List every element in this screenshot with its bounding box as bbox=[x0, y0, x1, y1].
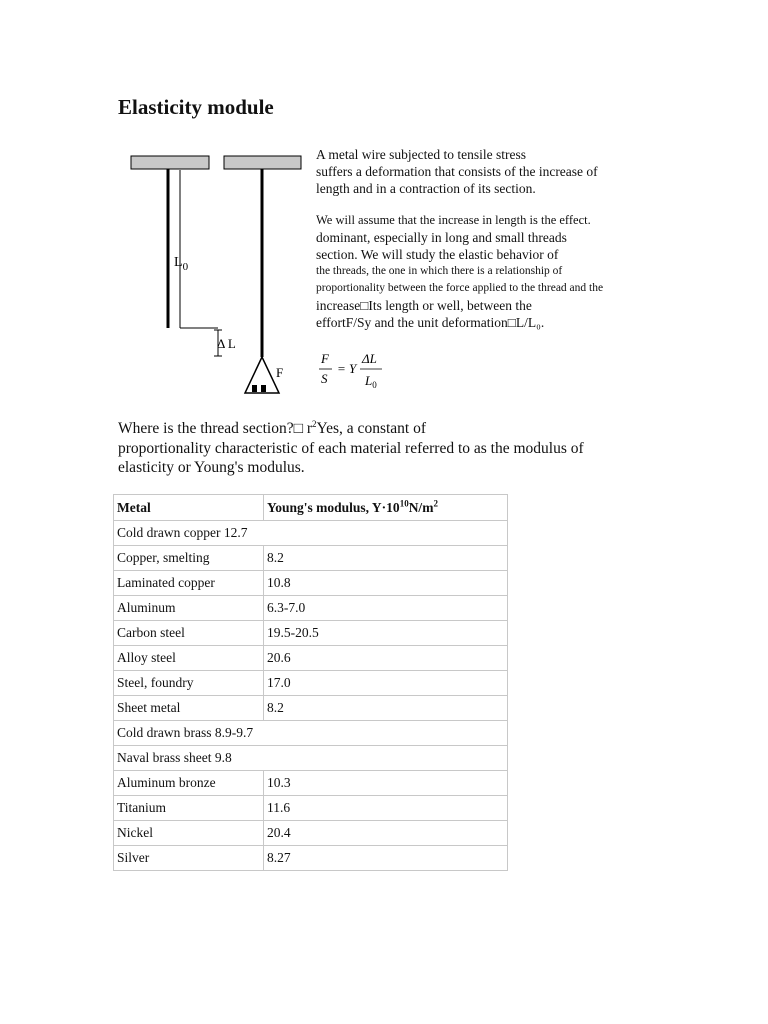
header-metal: Metal bbox=[114, 495, 264, 521]
metal-cell: Carbon steel bbox=[114, 621, 264, 646]
metal-cell: Titanium bbox=[114, 796, 264, 821]
intro-line: A metal wire subjected to tensile stress bbox=[316, 147, 526, 162]
assume-line: We will assume that the increase in length is the effect. bbox=[316, 213, 591, 227]
modulus-cell: 20.4 bbox=[264, 821, 508, 846]
table-row bbox=[114, 671, 508, 696]
metal-cell: Aluminum bronze bbox=[114, 771, 264, 796]
assume-line: section. We will study the elastic behavior of bbox=[316, 247, 559, 262]
length-label-main: L bbox=[174, 255, 183, 270]
body-line-3: elasticity or Young's modulus. bbox=[118, 459, 305, 476]
modulus-cell: 8.2 bbox=[264, 546, 508, 571]
metal-cell: Laminated copper bbox=[114, 571, 264, 596]
assume-line: increase□Its length or well, between the bbox=[316, 298, 532, 313]
table-row bbox=[114, 721, 508, 746]
modulus-cell: 11.6 bbox=[264, 796, 508, 821]
modulus-cell: 17.0 bbox=[264, 671, 508, 696]
metal-cell: Copper, smelting bbox=[114, 546, 264, 571]
wire-diagram bbox=[125, 150, 310, 400]
assume-line: dominant, especially in long and small threads bbox=[316, 230, 567, 245]
length-label bbox=[174, 255, 189, 273]
table-row bbox=[114, 696, 508, 721]
youngs-formula bbox=[318, 348, 398, 392]
table-row bbox=[114, 546, 508, 571]
table-row bbox=[114, 646, 508, 671]
weight-block-2 bbox=[261, 385, 266, 392]
modulus-cell: 20.6 bbox=[264, 646, 508, 671]
table-row bbox=[114, 796, 508, 821]
metal-cell: Cold drawn copper 12.7 bbox=[114, 521, 508, 546]
length-label-sub: 0 bbox=[182, 261, 189, 273]
assumption-paragraph bbox=[316, 212, 603, 331]
table-row bbox=[114, 746, 508, 771]
delta-label: Δ L bbox=[217, 336, 236, 351]
metal-cell: Silver bbox=[114, 846, 264, 871]
intro-line: suffers a deformation that consists of the increase of bbox=[316, 164, 598, 179]
modulus-cell: 6.3-7.0 bbox=[264, 596, 508, 621]
page-title: Elasticity module bbox=[118, 95, 274, 119]
intro-paragraph bbox=[316, 146, 598, 197]
intro-line: length and in a contraction of its section. bbox=[316, 181, 536, 196]
modulus-cell: 8.27 bbox=[264, 846, 508, 871]
table-row bbox=[114, 821, 508, 846]
modulus-cell: 10.8 bbox=[264, 571, 508, 596]
table-header-row bbox=[114, 495, 508, 521]
body-paragraph bbox=[118, 419, 584, 478]
assume-line: the threads, the one in which there is a relationship of bbox=[316, 265, 563, 277]
youngs-modulus-table bbox=[113, 494, 508, 871]
body-line-2: proportionality characteristic of each material referred to as the modulus of bbox=[118, 439, 584, 457]
formula-L0: $L_0$ bbox=[365, 373, 377, 390]
metal-cell: Aluminum bbox=[114, 596, 264, 621]
header-modulus: Young's modulus, $Y\cdot 10^{10}N/m^2$ bbox=[264, 495, 508, 521]
formula-S: S bbox=[321, 371, 328, 386]
assume-line: effortF/Sy and the unit deformation□L/L₀. bbox=[316, 315, 545, 330]
left-support-bar bbox=[131, 156, 209, 169]
modulus-cell: 8.2 bbox=[264, 696, 508, 721]
metal-cell: Cold drawn brass 8.9-9.7 bbox=[114, 721, 508, 746]
assume-line: proportionality between the force applied to the thread and the bbox=[316, 282, 604, 294]
table-row bbox=[114, 571, 508, 596]
metal-cell: Sheet metal bbox=[114, 696, 264, 721]
weight-block-1 bbox=[252, 385, 257, 392]
formula-equals-Y: = Y bbox=[337, 361, 357, 376]
body-line-1: Where is the thread section?□ $r^2Yes$, a constant of bbox=[118, 418, 426, 437]
modulus-cell: 19.5-20.5 bbox=[264, 621, 508, 646]
force-label: F bbox=[276, 365, 284, 380]
metal-cell: Nickel bbox=[114, 821, 264, 846]
metal-cell: Alloy steel bbox=[114, 646, 264, 671]
table-row bbox=[114, 596, 508, 621]
table-row bbox=[114, 771, 508, 796]
table-row bbox=[114, 521, 508, 546]
metal-cell: Naval brass sheet 9.8 bbox=[114, 746, 508, 771]
formula-F: F bbox=[321, 351, 329, 366]
table-row bbox=[114, 846, 508, 871]
formula-delta-L: ΔL bbox=[362, 351, 377, 366]
metal-cell: Steel, foundry bbox=[114, 671, 264, 696]
right-support-bar bbox=[224, 156, 301, 169]
modulus-cell: 10.3 bbox=[264, 771, 508, 796]
table-row bbox=[114, 621, 508, 646]
